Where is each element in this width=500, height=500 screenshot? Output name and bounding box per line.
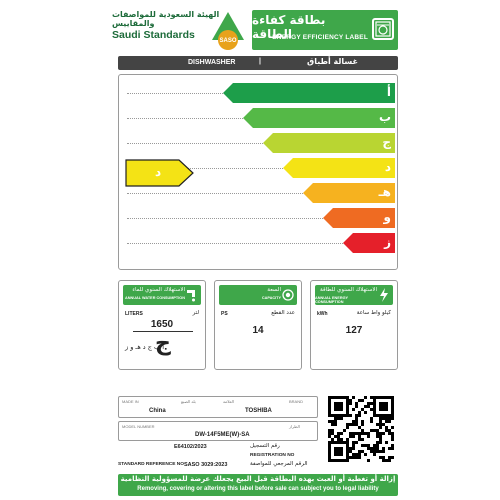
water-class-scale: أ ب ج د هـ و ز [125, 343, 165, 351]
water-header [123, 285, 201, 305]
water-unit-ar: لتر [192, 310, 199, 316]
capacity-box [214, 280, 302, 370]
water-unit-en: LITERS [125, 311, 143, 317]
legal-warning-ar: إزالة أو تغطية أو العبث بهذه البطاقة قبل البيع يجعلك عرضة للمسؤولية النظامية [120, 475, 396, 483]
standard-label-ar: الرقم المرجعي للمواصفة [250, 461, 308, 467]
energy-header [315, 285, 393, 305]
product-type-bar [118, 56, 398, 70]
legal-warning-footer [118, 474, 398, 496]
model-value: DW-14F5ME(W)-SA [195, 432, 250, 438]
energy-value: 127 [345, 325, 363, 336]
capacity-title-en: CAPACITY [261, 296, 281, 300]
product-type-ar: غسالة أطباق [307, 57, 358, 66]
registration-value: E64102/2023 [174, 444, 207, 450]
made-in-key: MADE IN [122, 399, 139, 404]
made-in-key-ar: بلد الصنع [181, 399, 196, 404]
energy-title-en: ANNUAL ENERGY CONSUMPTION [315, 296, 348, 304]
brand-value: TOSHIBA [245, 408, 272, 414]
class-arrow-7 [343, 233, 395, 253]
saso-badge-icon [210, 10, 246, 52]
efficiency-class-panel [118, 74, 398, 270]
class-arrow-3 [263, 133, 395, 153]
standard-value: SASO 3029:2023 [184, 462, 228, 468]
brand-key-ar: العلامة [223, 399, 234, 404]
class-letter: هـ [378, 185, 391, 199]
dishwasher-icon [372, 18, 394, 40]
water-title-ar: الاستهلاك السنوي للماء [132, 287, 185, 293]
title-en: ENERGY EFFICIENCY LABEL [272, 34, 368, 41]
capacity-title-ar: السعة [267, 287, 281, 293]
capacity-unit-ar: عدد القطع [271, 310, 295, 316]
energy-title-ar: الاستهلاك السنوي للطاقة [320, 287, 377, 293]
class-arrow-5 [303, 183, 395, 203]
org-name-en: Saudi Standards [112, 29, 195, 41]
saso-badge-text: SASO [219, 38, 237, 44]
class-row-guide [127, 218, 323, 219]
lightning-icon [378, 288, 390, 302]
model-row [118, 421, 318, 441]
class-row-guide [127, 143, 263, 144]
class-letter: ج [382, 135, 391, 149]
class-letter: د [384, 160, 391, 174]
class-letter: أ [386, 85, 391, 99]
class-row-guide [127, 118, 243, 119]
origin-brand-row [118, 396, 318, 418]
water-value: 1650 [150, 319, 174, 330]
org-name-ar: الهيئة السعودية للمواصفات والمقاييس [112, 10, 220, 28]
saudi-standards-logo [112, 10, 252, 48]
standard-label-en: STANDARD REFERENCE NO [118, 462, 185, 467]
class-letter: ب [378, 110, 391, 124]
water-consumption-box [118, 280, 206, 370]
energy-unit-ar: كيلو واط ساعة [356, 310, 391, 316]
product-type-separator: | [259, 58, 261, 65]
rating-letter: د [155, 165, 162, 179]
product-type-en: DISHWASHER [188, 59, 236, 66]
class-row-guide [127, 93, 223, 94]
plate-icon [282, 288, 294, 302]
class-arrow-1 [223, 83, 395, 103]
model-key: MODEL NUMBER [122, 424, 155, 429]
registration-label-en: REGISTRATION NO [250, 453, 295, 458]
capacity-header [219, 285, 297, 305]
energy-label-title [252, 10, 398, 50]
registration-label-ar: رقم التسجيل [250, 443, 280, 449]
qr-code[interactable] [328, 396, 394, 462]
class-arrow-2 [243, 108, 395, 128]
brand-key: BRAND [289, 399, 304, 404]
water-class-letter: ج [155, 331, 171, 356]
class-arrow-4 [283, 158, 395, 178]
class-row-guide [127, 193, 303, 194]
energy-label [110, 4, 398, 494]
title-ar: بطاقة كفاءة الطاقة [252, 13, 326, 41]
capacity-unit-en: PS [221, 311, 228, 317]
rating-arrow [125, 159, 195, 187]
class-row-guide [127, 243, 343, 244]
water-tap-icon [186, 288, 198, 302]
model-key-ar: الطراز [289, 424, 300, 429]
class-letter: ز [384, 235, 391, 249]
water-title-en: ANNUAL WATER CONSUMPTION [125, 296, 185, 300]
capacity-value: 14 [252, 325, 264, 336]
energy-unit-en: kWh [317, 311, 328, 317]
class-letter: و [383, 210, 391, 224]
made-in-value: China [149, 408, 166, 414]
class-arrow-6 [323, 208, 395, 228]
energy-consumption-box [310, 280, 398, 370]
legal-warning-en: Removing, covering or altering this label before sale can subject you to legal liability [137, 486, 379, 492]
